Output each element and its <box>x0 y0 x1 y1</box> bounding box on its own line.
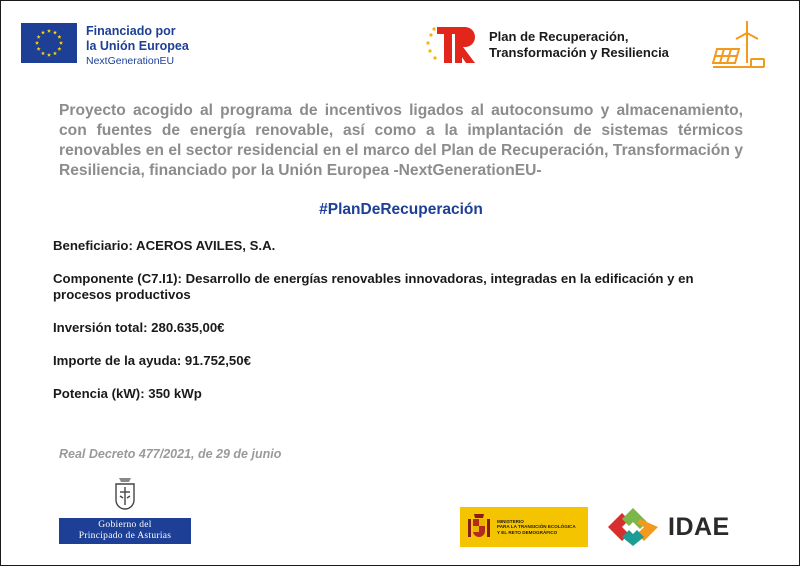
asturias-line2: Principado de Asturias <box>78 531 172 541</box>
idae-wordmark: IDAE <box>668 512 730 541</box>
eu-star <box>57 47 61 51</box>
eu-star <box>57 35 61 39</box>
eu-star <box>47 29 51 33</box>
component: Componente (C7.I1): Desarrollo de energías renovables innovadoras, integradas en la edificación y en procesos productivos <box>53 271 694 302</box>
asturias-line1: Gobierno del <box>98 520 152 530</box>
power: Potencia (kW): 350 kWp <box>53 386 202 401</box>
asturias-government-logo <box>59 474 191 544</box>
eu-star <box>37 47 41 51</box>
eu-star <box>37 35 41 39</box>
eu-logo-line1: Financiado por <box>86 24 176 38</box>
beneficiary: Beneficiario: ACEROS AVILES, S.A. <box>53 238 276 253</box>
eu-star <box>59 41 63 45</box>
ministerio-line2: PARA LA TRANSICIÓN ECOLÓGICA <box>497 524 576 530</box>
ministerio-line1: MINISTERIO <box>497 518 524 524</box>
idae-logo <box>604 504 730 550</box>
eu-star <box>41 30 45 34</box>
wind-solar-battery-icon <box>711 19 767 71</box>
aid-amount: Importe de la ayuda: 91.752,50€ <box>53 353 251 368</box>
eu-logo-line2: la Unión Europea <box>86 39 189 53</box>
prtr-mark-icon <box>425 21 481 69</box>
total-investment: Inversión total: 280.635,00€ <box>53 320 225 335</box>
eu-star <box>53 51 57 55</box>
idae-mark-icon <box>604 504 662 550</box>
eu-logo-line3: NextGenerationEU <box>86 55 175 67</box>
eu-star <box>47 53 51 57</box>
eu-star <box>41 51 45 55</box>
prtr-logo <box>425 21 669 69</box>
asturias-crest-icon <box>111 474 139 514</box>
eu-funding-logo <box>21 23 189 69</box>
spain-coat-of-arms-icon <box>466 511 492 543</box>
eu-star <box>53 30 57 34</box>
ministerio-line3: Y EL RETO DEMOGRÁFICO <box>497 529 558 535</box>
ministerio-logo <box>460 507 588 547</box>
royal-decree: Real Decreto 477/2021, de 29 de junio <box>59 447 282 461</box>
hashtag: #PlanDeRecuperación <box>319 201 483 218</box>
eu-star <box>35 41 39 45</box>
prtr-line1: Plan de Recuperación, <box>489 29 629 44</box>
project-description: Proyecto acogido al programa de incentivos ligados al autoconsumo y almacenamiento, con fuentes de energía renovable, así como a la implantación de sistemas térmicos renovables en el sector residencial en el marco del Plan de Recuperación, Transformación y Resiliencia, financiado por la Unión Europea -NextGenerationEU- <box>59 102 743 179</box>
prtr-line2: Transformación y Resiliencia <box>489 45 669 60</box>
eu-flag-icon <box>21 23 77 63</box>
